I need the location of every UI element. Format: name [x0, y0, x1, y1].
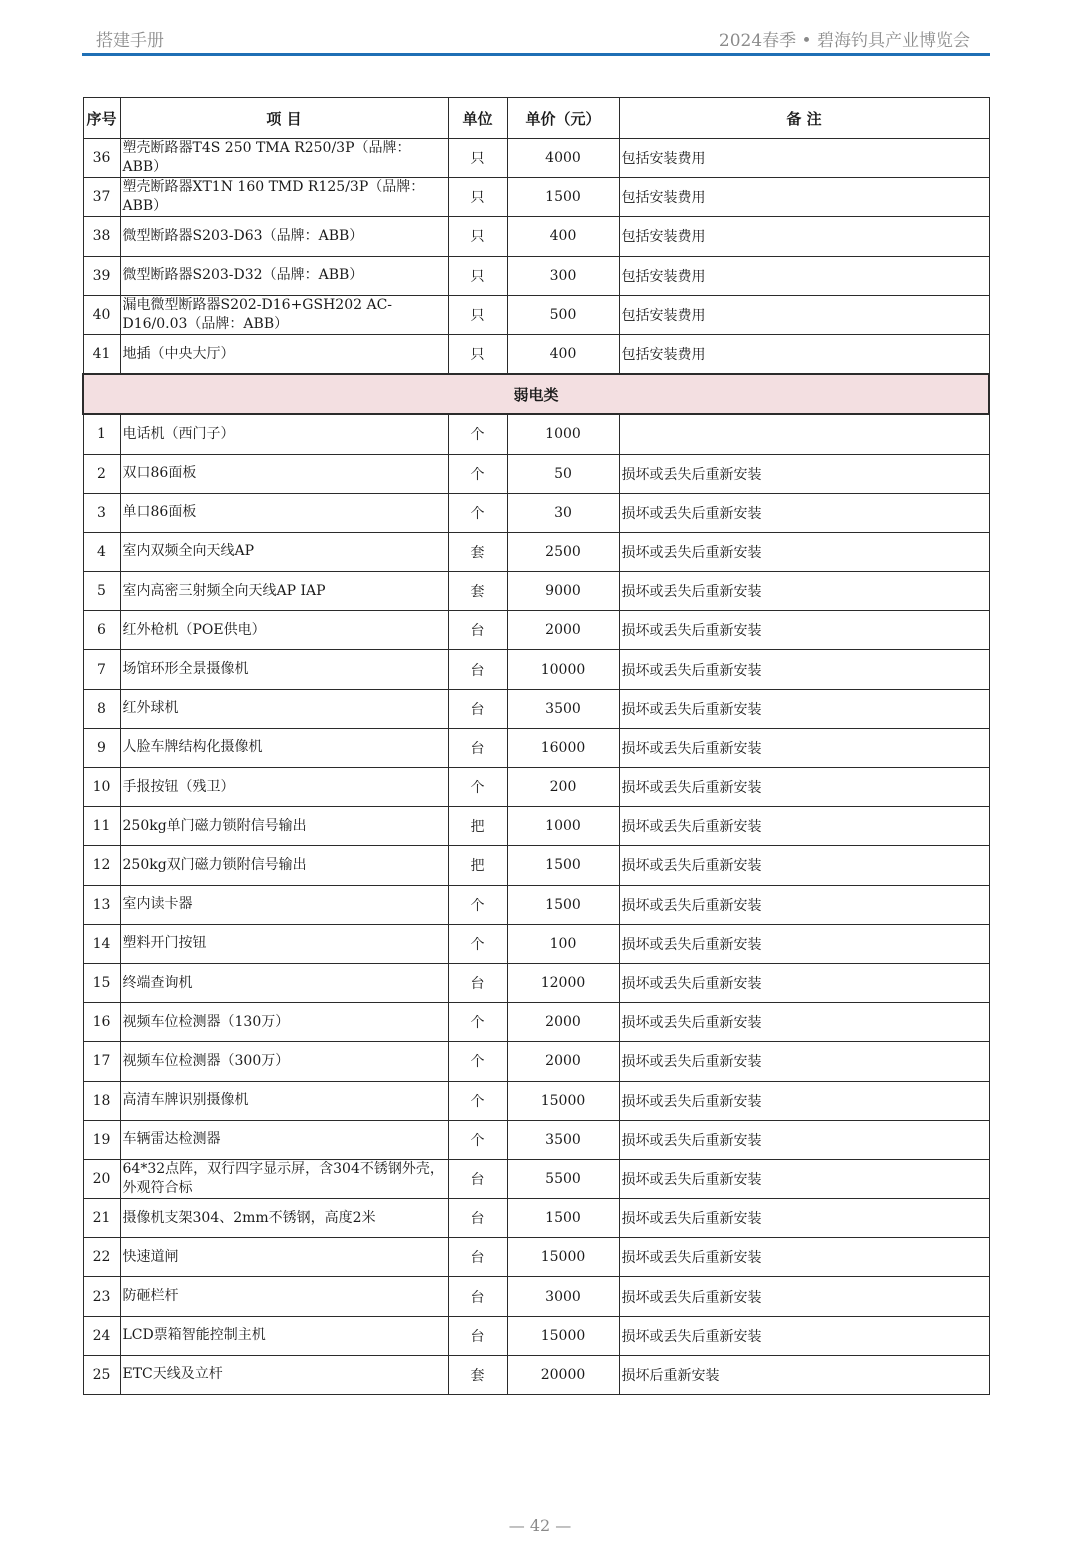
cell-unit: 台 — [448, 1238, 507, 1277]
cell-unit: 台 — [448, 963, 507, 1002]
cell-note: 损坏或丢失后重新安装 — [619, 1003, 989, 1042]
cell-price: 4000 — [507, 139, 619, 178]
cell-price: 20000 — [507, 1355, 619, 1394]
cell-item: 视频车位检测器（300万） — [120, 1042, 448, 1081]
table-row — [83, 1277, 989, 1316]
table-row — [83, 493, 989, 532]
cell-note: 包括安装费用 — [619, 256, 989, 295]
cell-unit: 只 — [448, 178, 507, 217]
cell-price: 2000 — [507, 611, 619, 650]
cell-note: 损坏或丢失后重新安装 — [619, 1316, 989, 1355]
cell-no: 10 — [83, 768, 120, 807]
cell-note: 损坏或丢失后重新安装 — [619, 611, 989, 650]
cell-item: 塑壳断路器XT1N 160 TMD R125/3P（品牌：ABB） — [120, 178, 448, 217]
table-row — [83, 334, 989, 374]
cell-unit: 只 — [448, 139, 507, 178]
cell-no: 20 — [83, 1159, 120, 1198]
cell-unit: 个 — [448, 414, 507, 454]
cell-item: LCD票箱智能控制主机 — [120, 1316, 448, 1355]
cell-unit: 个 — [448, 924, 507, 963]
cell-unit: 个 — [448, 493, 507, 532]
cell-item: 人脸车牌结构化摄像机 — [120, 728, 448, 767]
table-row — [83, 454, 989, 493]
cell-unit: 个 — [448, 768, 507, 807]
cell-price: 2000 — [507, 1042, 619, 1081]
cell-note: 损坏或丢失后重新安装 — [619, 768, 989, 807]
cell-item: 塑壳断路器T4S 250 TMA R250/3P（品牌：ABB） — [120, 139, 448, 178]
cell-unit: 把 — [448, 807, 507, 846]
cell-note: 损坏或丢失后重新安装 — [619, 493, 989, 532]
table-header-row — [83, 98, 989, 139]
cell-price: 100 — [507, 924, 619, 963]
table-row — [83, 1238, 989, 1277]
cell-price: 3500 — [507, 689, 619, 728]
cell-price: 12000 — [507, 963, 619, 1002]
column-header-no: 序号 — [83, 98, 120, 139]
column-header-unit: 单位 — [448, 98, 507, 139]
cell-item: 红外球机 — [120, 689, 448, 728]
cell-price: 15000 — [507, 1081, 619, 1120]
cell-note: 损坏或丢失后重新安装 — [619, 1238, 989, 1277]
table-row — [83, 963, 989, 1002]
cell-price: 15000 — [507, 1316, 619, 1355]
cell-item: 室内读卡器 — [120, 885, 448, 924]
cell-item: 250kg双门磁力锁附信号输出 — [120, 846, 448, 885]
cell-item: 64*32点阵，双行四字显示屏，含304不锈钢外壳，外观符合标 — [120, 1159, 448, 1198]
cell-unit: 台 — [448, 611, 507, 650]
cell-note: 损坏或丢失后重新安装 — [619, 1199, 989, 1238]
table-row — [83, 1199, 989, 1238]
cell-price: 2000 — [507, 1003, 619, 1042]
cell-note: 损坏或丢失后重新安装 — [619, 1042, 989, 1081]
cell-item: 红外枪机（POE供电） — [120, 611, 448, 650]
cell-price: 1000 — [507, 807, 619, 846]
cell-no: 12 — [83, 846, 120, 885]
column-header-note: 备 注 — [619, 98, 989, 139]
cell-price: 1500 — [507, 178, 619, 217]
cell-item: 防砸栏杆 — [120, 1277, 448, 1316]
table-row — [83, 1081, 989, 1120]
cell-unit: 台 — [448, 1199, 507, 1238]
cell-price: 1500 — [507, 885, 619, 924]
cell-no: 24 — [83, 1316, 120, 1355]
cell-note: 损坏或丢失后重新安装 — [619, 846, 989, 885]
cell-item: ETC天线及立杆 — [120, 1355, 448, 1394]
cell-item: 终端查询机 — [120, 963, 448, 1002]
table-row — [83, 217, 989, 256]
cell-no: 4 — [83, 532, 120, 571]
table-section — [83, 374, 989, 414]
cell-item: 电话机（西门子） — [120, 414, 448, 454]
cell-price: 3000 — [507, 1277, 619, 1316]
cell-price: 200 — [507, 768, 619, 807]
cell-price: 15000 — [507, 1238, 619, 1277]
cell-note: 损坏或丢失后重新安装 — [619, 924, 989, 963]
cell-item: 手报按钮（残卫） — [120, 768, 448, 807]
table-row — [83, 650, 989, 689]
cell-item: 摄像机支架304、2mm不锈钢，高度2米 — [120, 1199, 448, 1238]
cell-item: 地插（中央大厅） — [120, 334, 448, 374]
cell-unit: 只 — [448, 256, 507, 295]
table-row — [83, 689, 989, 728]
cell-item: 视频车位检测器（130万） — [120, 1003, 448, 1042]
cell-note: 损坏或丢失后重新安装 — [619, 572, 989, 611]
cell-unit: 台 — [448, 728, 507, 767]
price-table — [82, 97, 990, 1395]
cell-item: 塑料开门按钮 — [120, 924, 448, 963]
cell-note: 损坏或丢失后重新安装 — [619, 728, 989, 767]
cell-no: 9 — [83, 728, 120, 767]
cell-price: 9000 — [507, 572, 619, 611]
cell-price: 300 — [507, 256, 619, 295]
table-row — [83, 807, 989, 846]
cell-unit: 台 — [448, 1316, 507, 1355]
cell-unit: 台 — [448, 689, 507, 728]
cell-no: 17 — [83, 1042, 120, 1081]
section-row — [83, 374, 989, 414]
table-row — [83, 532, 989, 571]
cell-note: 损坏或丢失后重新安装 — [619, 1159, 989, 1198]
table-row — [83, 768, 989, 807]
cell-unit: 个 — [448, 1003, 507, 1042]
cell-price: 2500 — [507, 532, 619, 571]
cell-price: 400 — [507, 334, 619, 374]
cell-unit: 只 — [448, 334, 507, 374]
cell-price: 5500 — [507, 1159, 619, 1198]
cell-unit: 套 — [448, 1355, 507, 1394]
cell-note: 损坏或丢失后重新安装 — [619, 1081, 989, 1120]
cell-no: 14 — [83, 924, 120, 963]
cell-unit: 台 — [448, 650, 507, 689]
table-row — [83, 611, 989, 650]
cell-item: 双口86面板 — [120, 454, 448, 493]
cell-item: 快速道闸 — [120, 1238, 448, 1277]
table-row — [83, 139, 989, 178]
cell-price: 50 — [507, 454, 619, 493]
cell-unit: 个 — [448, 885, 507, 924]
table-row — [83, 885, 989, 924]
cell-price: 400 — [507, 217, 619, 256]
cell-note: 损坏或丢失后重新安装 — [619, 532, 989, 571]
cell-note: 包括安装费用 — [619, 217, 989, 256]
cell-item: 室内双频全向天线AP — [120, 532, 448, 571]
cell-price: 16000 — [507, 728, 619, 767]
cell-no: 41 — [83, 334, 120, 374]
cell-unit: 把 — [448, 846, 507, 885]
header-divider — [82, 53, 990, 56]
cell-no: 25 — [83, 1355, 120, 1394]
cell-item: 漏电微型断路器S202-D16+GSH202 AC-D16/0.03（品牌：ABB） — [120, 295, 448, 334]
cell-price: 30 — [507, 493, 619, 532]
column-header-price: 单价（元） — [507, 98, 619, 139]
cell-note: 损坏或丢失后重新安装 — [619, 689, 989, 728]
cell-note: 损坏或丢失后重新安装 — [619, 454, 989, 493]
cell-item: 250kg单门磁力锁附信号输出 — [120, 807, 448, 846]
cell-no: 39 — [83, 256, 120, 295]
cell-note: 包括安装费用 — [619, 334, 989, 374]
cell-unit: 个 — [448, 454, 507, 493]
cell-no: 36 — [83, 139, 120, 178]
cell-price: 1500 — [507, 1199, 619, 1238]
cell-no: 2 — [83, 454, 120, 493]
cell-item: 室内高密三射频全向天线AP IAP — [120, 572, 448, 611]
cell-price: 1000 — [507, 414, 619, 454]
cell-note: 损坏或丢失后重新安装 — [619, 885, 989, 924]
cell-no: 3 — [83, 493, 120, 532]
cell-unit: 个 — [448, 1081, 507, 1120]
section-title: 弱电类 — [83, 374, 989, 414]
table-row — [83, 178, 989, 217]
cell-no: 23 — [83, 1277, 120, 1316]
cell-price: 500 — [507, 295, 619, 334]
cell-no: 15 — [83, 963, 120, 1002]
cell-unit: 只 — [448, 295, 507, 334]
table-row — [83, 414, 989, 454]
cell-no: 40 — [83, 295, 120, 334]
cell-no: 19 — [83, 1120, 120, 1159]
cell-price: 1500 — [507, 846, 619, 885]
cell-price: 10000 — [507, 650, 619, 689]
cell-item: 场馆环形全景摄像机 — [120, 650, 448, 689]
cell-no: 38 — [83, 217, 120, 256]
table-row — [83, 846, 989, 885]
table-row — [83, 1120, 989, 1159]
cell-item: 车辆雷达检测器 — [120, 1120, 448, 1159]
cell-unit: 台 — [448, 1159, 507, 1198]
cell-item: 微型断路器S203-D63（品牌：ABB） — [120, 217, 448, 256]
page-header — [82, 22, 988, 50]
cell-item: 高清车牌识别摄像机 — [120, 1081, 448, 1120]
table-body-weak-current — [83, 414, 989, 1394]
cell-item: 微型断路器S203-D32（品牌：ABB） — [120, 256, 448, 295]
table-row — [83, 295, 989, 334]
cell-no: 16 — [83, 1003, 120, 1042]
cell-no: 5 — [83, 572, 120, 611]
column-header-item: 项 目 — [120, 98, 448, 139]
cell-note — [619, 414, 989, 454]
cell-no: 37 — [83, 178, 120, 217]
table-row — [83, 572, 989, 611]
table-row — [83, 1316, 989, 1355]
table-row — [83, 1003, 989, 1042]
cell-no: 22 — [83, 1238, 120, 1277]
cell-note: 损坏或丢失后重新安装 — [619, 650, 989, 689]
table-row — [83, 924, 989, 963]
table-row — [83, 728, 989, 767]
cell-unit: 只 — [448, 217, 507, 256]
cell-note: 包括安装费用 — [619, 139, 989, 178]
cell-price: 3500 — [507, 1120, 619, 1159]
cell-note: 损坏或丢失后重新安装 — [619, 1120, 989, 1159]
table-row — [83, 1042, 989, 1081]
table-row — [83, 256, 989, 295]
cell-note: 损坏后重新安装 — [619, 1355, 989, 1394]
cell-unit: 套 — [448, 572, 507, 611]
cell-no: 13 — [83, 885, 120, 924]
page-number: — 42 — — [508, 1516, 572, 1535]
cell-unit: 台 — [448, 1277, 507, 1316]
header-event-title: 2024春季 • 碧海钓具产业博览会 — [718, 31, 970, 51]
cell-no: 18 — [83, 1081, 120, 1120]
cell-note: 包括安装费用 — [619, 295, 989, 334]
cell-no: 1 — [83, 414, 120, 454]
cell-note: 损坏或丢失后重新安装 — [619, 807, 989, 846]
cell-note: 损坏或丢失后重新安装 — [619, 1277, 989, 1316]
cell-no: 6 — [83, 611, 120, 650]
header-manual-title: 搭建手册 — [96, 31, 164, 51]
cell-unit: 个 — [448, 1042, 507, 1081]
cell-item: 单口86面板 — [120, 493, 448, 532]
cell-unit: 个 — [448, 1120, 507, 1159]
cell-note: 损坏或丢失后重新安装 — [619, 963, 989, 1002]
table-row — [83, 1355, 989, 1394]
cell-no: 11 — [83, 807, 120, 846]
cell-no: 21 — [83, 1199, 120, 1238]
cell-no: 8 — [83, 689, 120, 728]
table-row — [83, 1159, 989, 1198]
cell-unit: 套 — [448, 532, 507, 571]
cell-note: 包括安装费用 — [619, 178, 989, 217]
cell-no: 7 — [83, 650, 120, 689]
table-body-electrical — [83, 139, 989, 375]
